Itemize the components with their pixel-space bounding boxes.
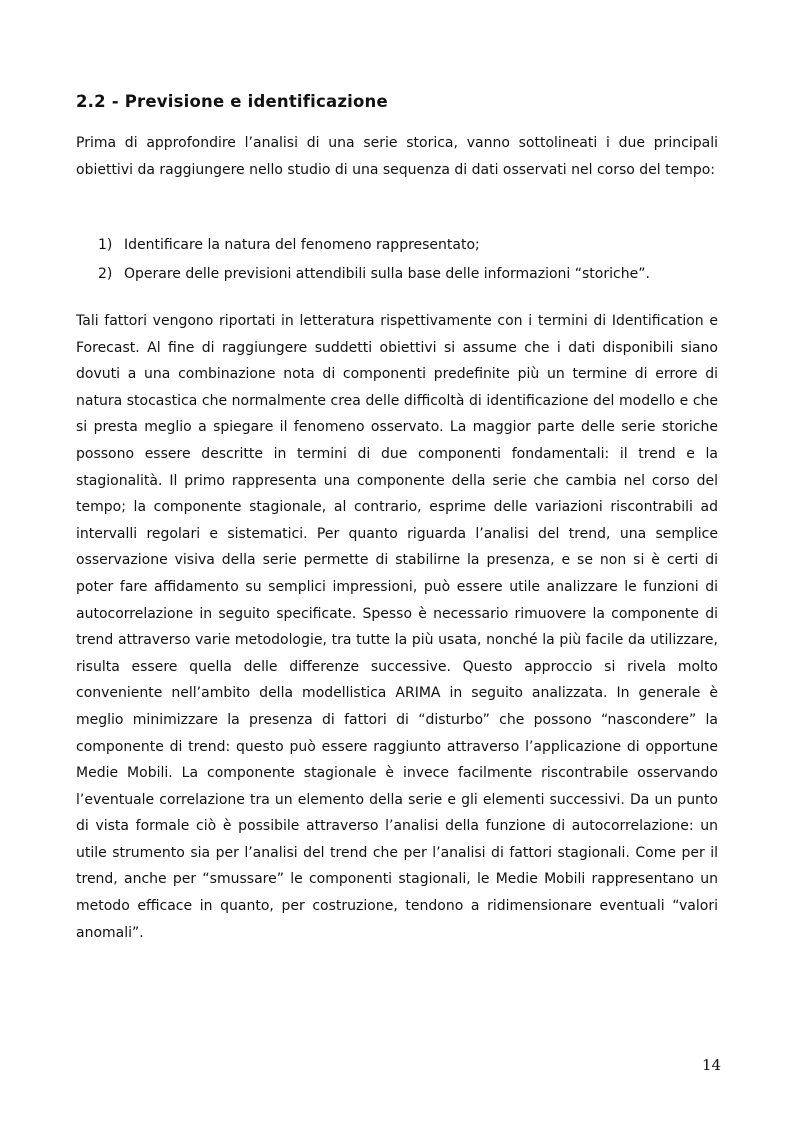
body-paragraph: Tali fattori vengono riportati in letteratura rispettivamente con i termini di Identification e Forecast. Al fine di raggiungere suddetti obiettivi si assume che i dati disponibili siano dovuti a una combinazione nota di componenti predefinite più un termine di errore di natura stocastica che normalmente crea delle difficoltà di identificazione del modello e che si presta meglio a spiegare il fenomeno osservato. La maggior parte delle serie storiche possono essere descritte in termini di due componenti fondamentali: il trend e la stagionalità. Il primo rappresenta una componente della serie che cambia nel corso del tempo; la componente stagionale, al contrario, esprime delle variazioni riscontrabili ad intervalli regolari e sistematici. Per quanto riguarda l’analisi del trend, una semplice osservazione visiva della serie permette di stabilirne la presenza, e se non si è certi di poter fare affidamento su semplici impressioni, può essere utile analizzare le funzioni di autocorrelazione in seguito specificate. Spesso è necessario rimuovere la componente di trend attraverso varie metodologie, tra tutte la più usata, nonché la più facile da utilizzare, risulta essere quella delle differenze successive. Questo approccio si rivela molto conveniente nell’ambito della modellistica ARIMA in seguito analizzata. In generale è meglio minimizzare la presenza di fattori di “disturbo” che possono “nascondere” la componente di trend: questo può essere raggiunto attraverso l’applicazione di opportune Medie Mobili. La componente stagionale è invece facilmente riscontrabile osservando l’eventuale correlazione tra un elemento della serie e gli elementi successivi. Da un punto di vista formale ciò è possibile attraverso l’analisi della funzione di autocorrelazione: un utile strumento sia per l’analisi del trend che per l’analisi di fattori stagionali. Come per il trend, anche per “smussare” le componenti stagionali, le Medie Mobili rappresentano un metodo efficace in quanto, per costruzione, tendono a ridimensionare eventuali “valori anomali”.: [76, 313, 718, 941]
list-item-text: Identificare la natura del fenomeno rappresentato;: [124, 237, 480, 253]
list-item: [98, 260, 650, 289]
section-heading: 2.2 - Previsione e identificazione: [76, 92, 388, 111]
list-item-text: Operare delle previsioni attendibili sulla base delle informazioni “storiche”.: [124, 266, 650, 282]
objectives-list: [98, 231, 650, 289]
list-item: [98, 231, 650, 260]
intro-paragraph: Prima di approfondire l’analisi di una serie storica, vanno sottolineati i due principali obiettivi da raggiungere nello studio di una sequenza di dati osservati nel corso del tempo:: [76, 135, 718, 178]
page-number: 14: [702, 1056, 722, 1074]
list-item-number: 2): [98, 266, 113, 282]
list-item-number: 1): [98, 237, 113, 253]
